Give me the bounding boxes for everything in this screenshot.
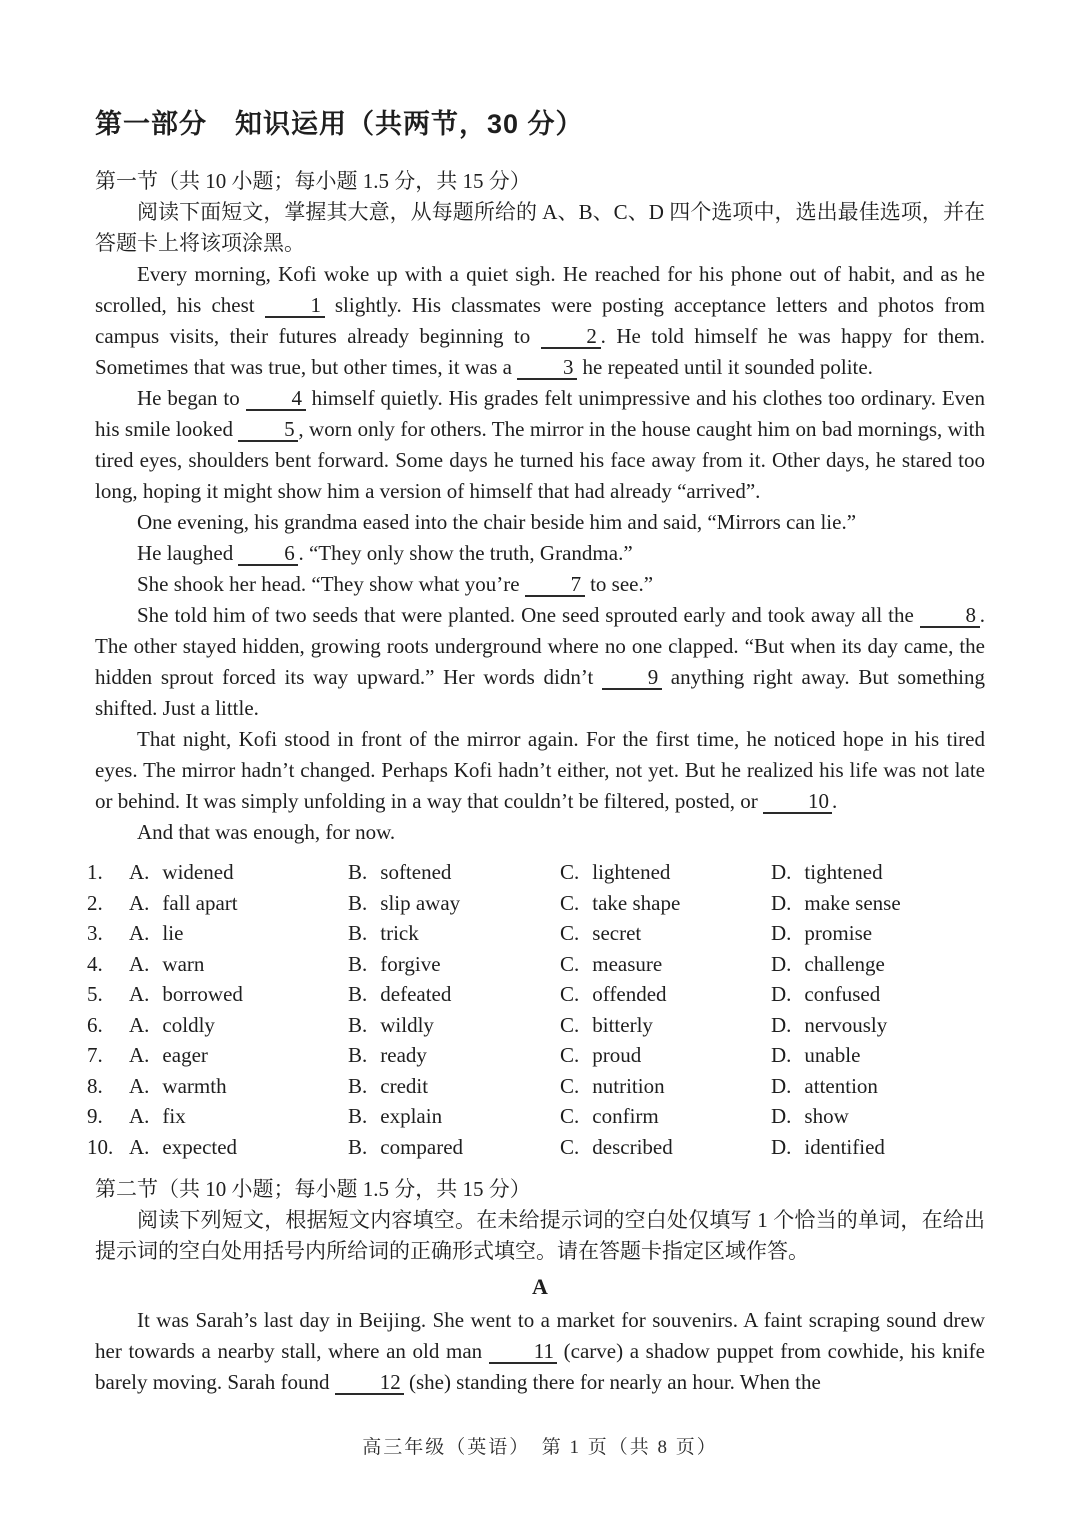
option-label: A. xyxy=(129,1104,150,1128)
blank-4: 4 xyxy=(246,387,306,411)
option-label: C. xyxy=(560,921,580,945)
question-row xyxy=(87,857,985,888)
option-C xyxy=(560,1132,771,1163)
option-label: A. xyxy=(129,951,150,976)
option-text: lie xyxy=(162,921,184,945)
option-text: expected xyxy=(162,1134,238,1159)
blank-2: 2 xyxy=(541,325,601,349)
option-label: C. xyxy=(560,1043,580,1067)
question-number: 3. xyxy=(87,921,103,945)
cloze-paragraph-4: He laughed 6 . “They only show the truth, Grandma.” xyxy=(137,541,633,565)
passage-a-label: A xyxy=(532,1274,548,1299)
option-B xyxy=(348,979,560,1010)
option-text: slip away xyxy=(380,890,461,915)
option-text: lightened xyxy=(592,860,671,884)
option-D xyxy=(771,857,985,888)
blank-9: 9 xyxy=(602,666,662,690)
option-C xyxy=(560,1101,771,1132)
option-text: bitterly xyxy=(592,1012,653,1037)
option-text: borrowed xyxy=(162,982,243,1006)
option-A xyxy=(129,1040,348,1071)
option-B xyxy=(348,888,560,919)
option-text: compared xyxy=(380,1134,464,1159)
option-B xyxy=(348,1101,560,1132)
option-label: C. xyxy=(560,890,580,915)
option-B xyxy=(348,1010,560,1041)
blank-8: 8 xyxy=(920,604,980,628)
question-row xyxy=(87,949,985,980)
option-text: challenge xyxy=(804,951,885,976)
question-row xyxy=(87,918,985,949)
question-row xyxy=(87,1071,985,1102)
question-row xyxy=(87,979,985,1010)
option-text: eager xyxy=(162,1043,208,1067)
question-row xyxy=(87,1010,985,1041)
option-B xyxy=(348,949,560,980)
option-D xyxy=(771,1010,985,1041)
section1-instructions: 阅读下面短文，掌握其大意，从每题所给的 A、B、C、D 四个选项中，选出最佳选项，并在答题卡上将该项涂黑。 xyxy=(95,200,985,255)
option-label: C. xyxy=(560,1134,580,1159)
option-label: B. xyxy=(348,1104,368,1128)
option-label: B. xyxy=(348,1012,368,1037)
option-label: D. xyxy=(771,951,792,976)
option-label: C. xyxy=(560,1073,580,1098)
blank-1: 1 xyxy=(265,294,325,318)
option-label: C. xyxy=(560,1104,580,1128)
cloze-paragraph-8: And that was enough, for now. xyxy=(137,820,396,844)
question-list xyxy=(87,857,985,1162)
option-label: D. xyxy=(771,1073,792,1098)
question-number: 4. xyxy=(87,951,103,976)
option-A xyxy=(129,857,348,888)
option-C xyxy=(560,979,771,1010)
blank-6: 6 xyxy=(238,542,298,566)
option-D xyxy=(771,918,985,949)
blank-5: 5 xyxy=(238,418,298,442)
option-C xyxy=(560,1071,771,1102)
question-number: 8. xyxy=(87,1073,103,1098)
cloze-paragraph-1: Every morning, Kofi woke up with a quiet sigh. He reached for his phone out of habit, and as he scrolled, his chest 1 slightly. His classmates were posting acceptance letters and photos from campus visits, their futures already beginning to 2 . He told himself he was happy for them. Sometimes that was true, but other times, it was a 3 he repeated until it sounded polite. xyxy=(95,262,985,379)
option-C xyxy=(560,857,771,888)
option-label: A. xyxy=(129,982,150,1006)
option-text: fall apart xyxy=(162,890,238,915)
option-D xyxy=(771,888,985,919)
option-text: coldly xyxy=(162,1012,215,1037)
cloze-paragraph-3: One evening, his grandma eased into the chair beside him and said, “Mirrors can lie.” xyxy=(137,510,857,534)
part1-heading: 第一部分 知识运用（共两节，30 分） xyxy=(95,109,584,139)
option-text: ready xyxy=(380,1043,427,1067)
blank-11: 11 xyxy=(489,1340,557,1364)
option-D xyxy=(771,1101,985,1132)
gapfill-paragraph-1: It was Sarah’s last day in Beijing. She went to a market for souvenirs. A faint scraping sound drew her towards a nearby stall, where an old man 11 (carve) a shadow puppet from cowhide, his knife barely moving. Sarah found 12 (she) standing there for nearly an hour. When the xyxy=(95,1308,985,1394)
option-label: D. xyxy=(771,1104,792,1128)
option-text: explain xyxy=(380,1104,443,1128)
option-label: D. xyxy=(771,890,792,915)
option-label: C. xyxy=(560,860,580,884)
option-label: D. xyxy=(771,982,792,1006)
option-C xyxy=(560,888,771,919)
blank-10: 10 xyxy=(763,790,832,814)
option-label: C. xyxy=(560,1012,580,1037)
option-text: wildly xyxy=(380,1012,434,1037)
option-label: B. xyxy=(348,1073,368,1098)
option-label: D. xyxy=(771,1134,792,1159)
option-A xyxy=(129,1010,348,1041)
option-label: C. xyxy=(560,982,580,1006)
option-text: show xyxy=(804,1104,849,1128)
option-D xyxy=(771,1071,985,1102)
option-text: widened xyxy=(162,860,234,884)
option-text: confused xyxy=(804,982,881,1006)
question-row xyxy=(87,1101,985,1132)
option-label: B. xyxy=(348,982,368,1006)
option-text: secret xyxy=(592,921,642,945)
option-A xyxy=(129,979,348,1010)
option-text: tightened xyxy=(804,860,883,884)
option-text: fix xyxy=(162,1104,186,1128)
section2-instructions: 阅读下列短文，根据短文内容填空。在未给提示词的空白处仅填写 1 个恰当的单词，在给出提示词的空白处用括号内所给词的正确形式填空。请在答题卡指定区域作答。 xyxy=(95,1208,985,1263)
section2-title: 第二节（共 10 小题；每小题 1.5 分，共 15 分） xyxy=(95,1177,531,1201)
section1-title: 第一节（共 10 小题；每小题 1.5 分，共 15 分） xyxy=(95,169,531,193)
question-number: 6. xyxy=(87,1012,103,1037)
option-label: A. xyxy=(129,921,150,945)
blank-3: 3 xyxy=(517,356,577,380)
option-A xyxy=(129,949,348,980)
option-B xyxy=(348,1071,560,1102)
cloze-paragraph-6: She told him of two seeds that were planted. One seed sprouted early and took away all the 8 . The other stayed hidden, growing roots underground where no one clapped. “But when its day came, the hidden sprout forced its way upward.” Her words didn’t 9 anything right away. But something shifted. Just a little. xyxy=(95,603,985,720)
option-text: warmth xyxy=(162,1073,227,1098)
option-C xyxy=(560,1010,771,1041)
cloze-paragraph-7: That night, Kofi stood in front of the mirror again. For the first time, he noticed hope in his tired eyes. The mirror hadn’t changed. Perhaps Kofi hadn’t either, not yet. But he realized his life was not late or behind. It was simply unfolding in a way that couldn’t be filtered, posted, or 10 . xyxy=(95,727,985,813)
option-C xyxy=(560,949,771,980)
option-text: warn xyxy=(162,951,205,976)
option-label: D. xyxy=(771,921,792,945)
section2 xyxy=(95,1174,985,1398)
option-text: nervously xyxy=(804,1012,888,1037)
blank-7: 7 xyxy=(525,573,585,597)
option-label: A. xyxy=(129,1134,150,1159)
option-A xyxy=(129,918,348,949)
option-label: B. xyxy=(348,951,368,976)
option-label: D. xyxy=(771,1012,792,1037)
question-number: 7. xyxy=(87,1043,103,1067)
option-text: trick xyxy=(380,921,419,945)
question-row xyxy=(87,888,985,919)
cloze-passage xyxy=(95,259,985,848)
option-text: forgive xyxy=(380,951,441,976)
option-text: confirm xyxy=(592,1104,659,1128)
option-C xyxy=(560,918,771,949)
option-D xyxy=(771,979,985,1010)
option-label: B. xyxy=(348,1134,368,1159)
option-A xyxy=(129,1132,348,1163)
option-text: unable xyxy=(804,1043,861,1067)
option-label: C. xyxy=(560,951,580,976)
option-B xyxy=(348,918,560,949)
cloze-paragraph-2: He began to 4 himself quietly. His grades felt unimpressive and his clothes too ordinary. Even his smile looked 5 , worn only for others. The mirror in the house caught him on bad mornings, with tired eyes, shoulders bent forward. Some days he turned his face away from it. Other days, he stared too long, hoping it might show him a version of himself that had already “arrived”. xyxy=(95,386,986,503)
option-B xyxy=(348,1040,560,1071)
question-number: 9. xyxy=(87,1104,103,1128)
option-text: proud xyxy=(592,1043,642,1067)
question-number: 1. xyxy=(87,860,103,884)
option-text: defeated xyxy=(380,982,452,1006)
option-B xyxy=(348,857,560,888)
option-A xyxy=(129,1071,348,1102)
blank-12: 12 xyxy=(335,1371,404,1395)
option-C xyxy=(560,1040,771,1071)
question-number: 5. xyxy=(87,982,103,1006)
page-footer: 高三年级（英语） 第 1 页（共 8 页） xyxy=(362,1437,718,1458)
option-label: A. xyxy=(129,860,150,884)
option-text: take shape xyxy=(592,890,681,915)
option-D xyxy=(771,949,985,980)
question-number: 10. xyxy=(87,1134,114,1159)
option-text: measure xyxy=(592,951,663,976)
option-text: described xyxy=(592,1134,673,1159)
option-text: identified xyxy=(804,1134,885,1159)
option-D xyxy=(771,1040,985,1071)
option-text: promise xyxy=(804,921,873,945)
option-B xyxy=(348,1132,560,1163)
option-label: A. xyxy=(129,1012,150,1037)
option-label: B. xyxy=(348,890,368,915)
option-label: A. xyxy=(129,890,150,915)
option-A xyxy=(129,888,348,919)
option-label: A. xyxy=(129,1073,150,1098)
option-text: attention xyxy=(804,1073,878,1098)
option-text: make sense xyxy=(804,890,901,915)
question-number: 2. xyxy=(87,890,103,915)
option-text: credit xyxy=(380,1073,429,1098)
option-label: D. xyxy=(771,860,792,884)
option-A xyxy=(129,1101,348,1132)
question-row xyxy=(87,1132,985,1163)
option-text: softened xyxy=(380,860,452,884)
option-label: B. xyxy=(348,921,368,945)
option-label: D. xyxy=(771,1043,792,1067)
option-text: nutrition xyxy=(592,1073,665,1098)
option-label: A. xyxy=(129,1043,150,1067)
option-text: offended xyxy=(592,982,667,1006)
option-D xyxy=(771,1132,985,1163)
question-row xyxy=(87,1040,985,1071)
option-label: B. xyxy=(348,860,368,884)
cloze-paragraph-5: She shook her head. “They show what you’re 7 to see.” xyxy=(137,572,654,596)
option-label: B. xyxy=(348,1043,368,1067)
